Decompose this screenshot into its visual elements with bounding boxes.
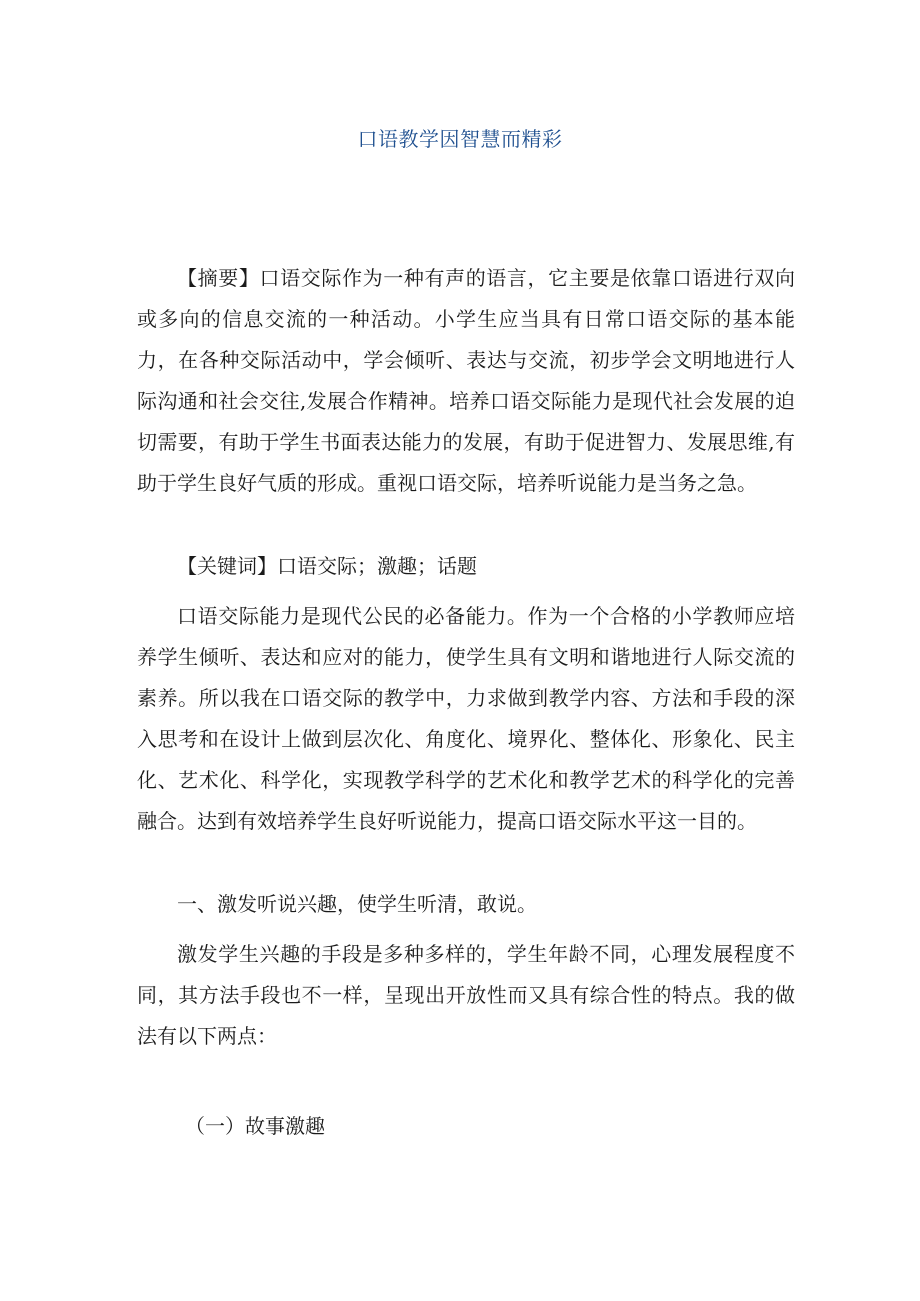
subsection-heading: （一）故事激趣 bbox=[185, 1114, 325, 1138]
document-title: 口语教学因智慧而精彩 bbox=[357, 127, 563, 151]
intro-paragraph: 口语交际能力是现代公民的必备能力。作为一个合格的小学教师应培养学生倾听、表达和应对的能力，使学生具有文明和谐地进行人际交流的素养。所以我在口语交际的教学中，力求做到教学内容、方法和手段的深入思考和在设计上做到层次化、角度化、境界化、整体化、形象化、民主化、艺术化、科学化，实现教学科学的艺术化和教学艺术的科学化的完善融合。达到有效培养学生良好听说能力，提高口语交际水平这一目的。 bbox=[137, 604, 795, 833]
keywords-line: 【关键词】口语交际；激趣；话题 bbox=[177, 554, 477, 578]
abstract-paragraph: 【摘要】口语交际作为一种有声的语言，它主要是依靠口语进行双向或多向的信息交流的一种活动。小学生应当具有日常口语交际的基本能力，在各种交际活动中，学会倾听、表达与交流，初步学会文明地进行人际沟通和社会交往,发展合作精神。培养口语交际能力是现代社会发展的迫切需要，有助于学生书面表达能力的发展，有助于促进智力、发展思维,有助于学生良好气质的形成。重视口语交际，培养听说能力是当务之急。 bbox=[137, 266, 795, 495]
section-paragraph: 激发学生兴趣的手段是多种多样的，学生年龄不同，心理发展程度不同，其方法手段也不一样，呈现出开放性而又具有综合性的特点。我的做法有以下两点： bbox=[137, 942, 795, 1048]
section-heading: 一、激发听说兴趣，使学生听清，敢说。 bbox=[177, 892, 537, 916]
